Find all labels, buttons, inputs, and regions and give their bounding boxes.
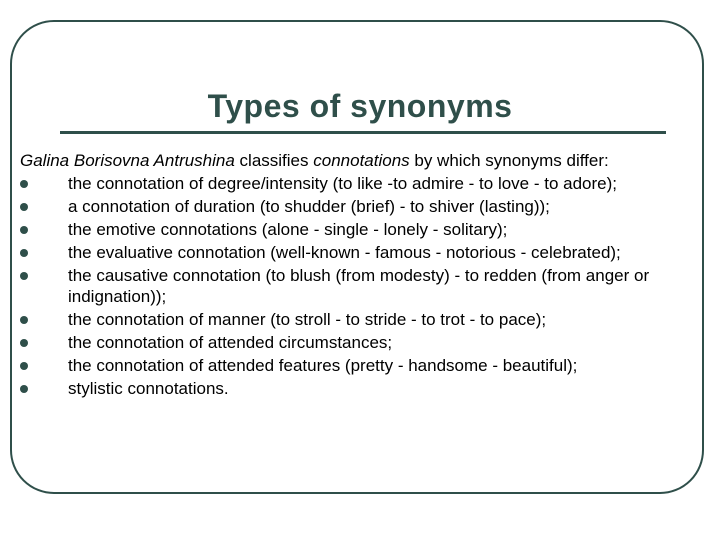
- list-item-text: the connotation of attended circumstances;: [68, 333, 393, 352]
- list-item-text: the connotation of attended features (pretty - handsome - beautiful);: [68, 356, 578, 375]
- bullet-list: [20, 173, 700, 399]
- list-item-text: stylistic connotations.: [68, 379, 229, 398]
- title-underline: [60, 131, 666, 134]
- list-item-text: a connotation of duration (to shudder (brief) - to shiver (lasting));: [68, 197, 550, 216]
- slide-body: [20, 150, 700, 401]
- bullet-dot-icon: [20, 385, 28, 393]
- list-item: [20, 355, 700, 376]
- list-item: [20, 219, 700, 240]
- bullet-dot-icon: [20, 362, 28, 370]
- list-item: [20, 242, 700, 263]
- bullet-dot-icon: [20, 249, 28, 257]
- list-item: [20, 196, 700, 217]
- intro-paragraph: [20, 150, 700, 171]
- bullet-dot-icon: [20, 316, 28, 324]
- list-item-text: the connotation of manner (to stroll - to stride - to trot - to pace);: [68, 310, 547, 329]
- list-item: [20, 265, 700, 307]
- list-item-text: the emotive connotations (alone - single - lonely - solitary);: [68, 220, 508, 239]
- list-item-text: the causative connotation (to blush (from modesty) - to redden (from anger or indignation));: [68, 266, 650, 306]
- list-item: [20, 309, 700, 330]
- intro-author: Galina Borisovna Antrushina: [20, 151, 235, 170]
- intro-mid: classifies: [234, 151, 314, 170]
- list-item-text: the evaluative connotation (well-known - famous - notorious - celebrated);: [68, 243, 621, 262]
- list-item-text: the connotation of degree/intensity (to like -to admire - to love - to adore);: [68, 174, 618, 193]
- bullet-dot-icon: [20, 226, 28, 234]
- bullet-dot-icon: [20, 180, 28, 188]
- slide-title: Types of synonyms: [207, 88, 513, 124]
- intro-keyword: connotations: [313, 151, 410, 170]
- bullet-dot-icon: [20, 339, 28, 347]
- list-item: [20, 173, 700, 194]
- intro-rest: by which synonyms differ:: [409, 151, 609, 170]
- list-item: [20, 378, 700, 399]
- bullet-dot-icon: [20, 272, 28, 280]
- list-item: [20, 332, 700, 353]
- bullet-dot-icon: [20, 203, 28, 211]
